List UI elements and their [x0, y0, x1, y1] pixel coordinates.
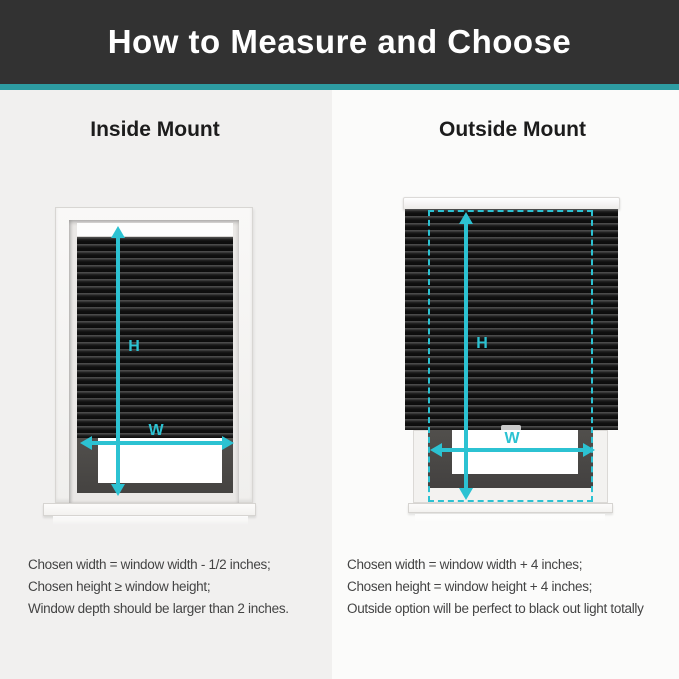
width-arrow-line: [92, 441, 222, 445]
blind-headrail: [77, 223, 233, 237]
width-arrow-line: [442, 448, 583, 452]
note-line: Window depth should be larger than 2 inches.: [28, 601, 289, 616]
height-arrowhead-bottom-icon: [111, 484, 125, 496]
width-label: W: [148, 422, 164, 439]
pleated-blind: [77, 237, 233, 438]
height-arrow-line: [116, 236, 120, 486]
title-banner: [0, 0, 679, 84]
sill-shadow: [53, 516, 248, 525]
sill-shadow: [415, 514, 605, 522]
window-sill: [408, 503, 613, 513]
width-arrowhead-right-icon: [222, 436, 234, 450]
window-outline-dashed: [428, 210, 593, 502]
note-line: Chosen width = window width + 4 inches;: [347, 557, 583, 572]
width-arrowhead-right-icon: [583, 443, 595, 457]
page-title: How to Measure and Choose: [107, 23, 572, 60]
width-label: W: [504, 430, 520, 447]
note-line: Chosen height = window height + 4 inches;: [347, 579, 593, 594]
note-line: Outside option will be perfect to black out light totally: [347, 601, 644, 616]
outside-mount-notes: [347, 554, 644, 620]
note-line: Chosen height ≥ window height;: [28, 579, 211, 594]
height-label: H: [476, 335, 488, 352]
width-arrowhead-left-icon: [80, 436, 92, 450]
inside-mount-illustration: [48, 200, 263, 530]
height-label: H: [128, 338, 140, 355]
note-line: Chosen width = window width - 1/2 inches;: [28, 557, 271, 572]
height-arrowhead-bottom-icon: [459, 488, 473, 500]
outside-mount-illustration: [395, 190, 635, 530]
outside-mount-title: Outside Mount: [439, 118, 586, 141]
inside-mount-title: Inside Mount: [90, 118, 220, 141]
height-arrowhead-top-icon: [459, 212, 473, 224]
window-sill: [43, 503, 256, 516]
inside-mount-notes: [28, 554, 289, 620]
height-arrowhead-top-icon: [111, 226, 125, 238]
width-arrowhead-left-icon: [430, 443, 442, 457]
